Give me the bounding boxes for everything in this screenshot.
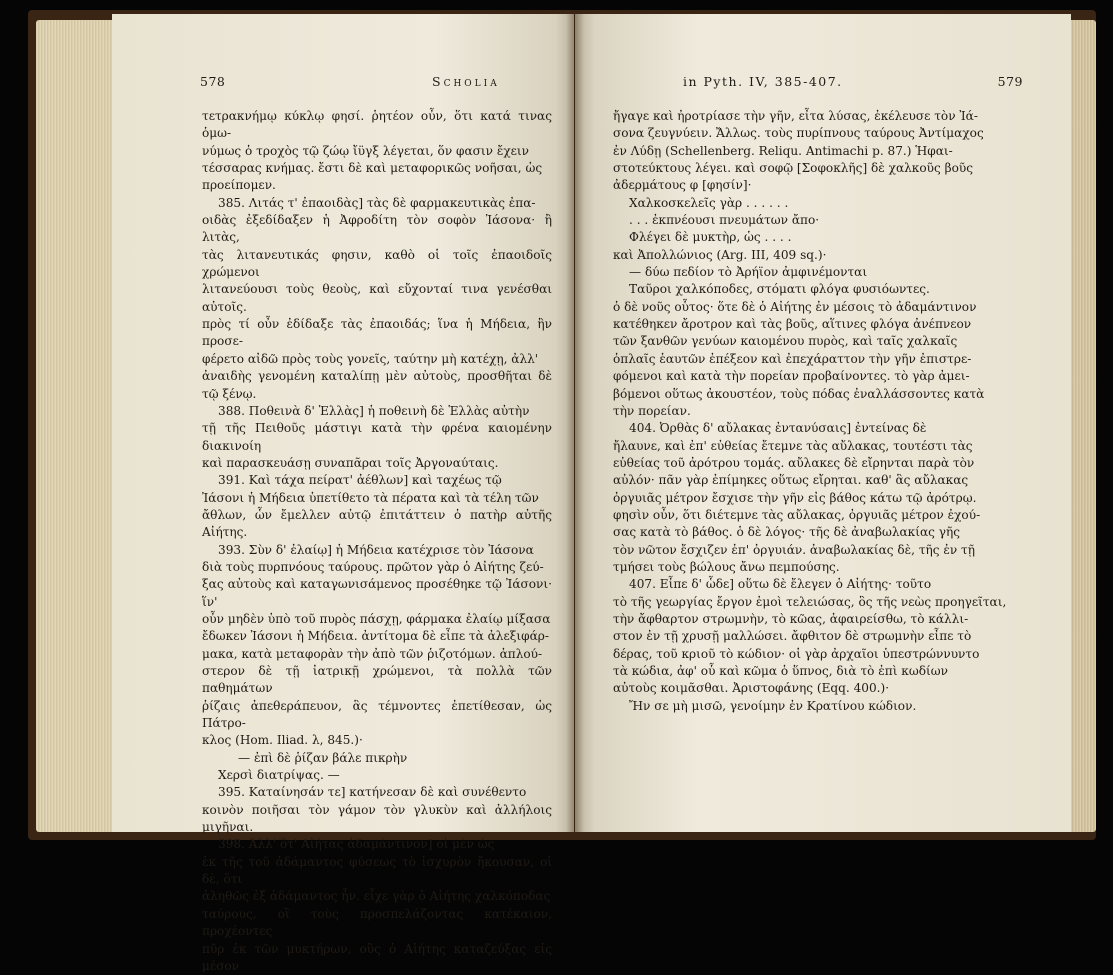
text-line: λιτανεύουσι τοὺς θεοὺς, καὶ εὔχονταί τινα γενέσθαι αὐτοῖς.	[202, 281, 552, 316]
text-line: — δύω πεδίον τὸ Ἀρήϊον ἀμφινέμονται	[613, 264, 1023, 281]
left-page	[112, 14, 574, 832]
text-line: ἐν Λύδῃ (Schellenberg. Reliqu. Antimachi p. 87.) Ἡφαι-	[613, 143, 1023, 160]
text-line: καὶ Ἀπολλώνιος (Arg. III, 409 sq.)·	[613, 247, 1023, 264]
text-line: ὁπλαῖς ἑαυτῶν ἐπέξεον καὶ ἐπεχάραττον τὴν γῆν ἐπιστρε-	[613, 351, 1023, 368]
text-line: νύμως ὁ τροχὸς τῷ ζώῳ ἴϋγξ λέγεται, ὅν φασιν ἔχειν	[202, 143, 552, 160]
text-line: σας κατὰ τὸ βάθος. ὁ δὲ λόγος· τῆς δὲ ἀναβωλακίας γῆς	[613, 524, 1023, 541]
text-line: κλος (Hom. Iliad. λ, 845.)·	[202, 732, 552, 749]
text-line: προείπομεν.	[202, 177, 552, 194]
page-text	[202, 108, 552, 975]
text-line: κατέθηκεν ἄροτρον καὶ τὰς βοῦς, αἵτινες φλόγα ἀνέπνεον	[613, 316, 1023, 333]
text-line: τὴν πορείαν.	[613, 403, 1023, 420]
text-line: — ἐπὶ δὲ ῥίζαν βάλε πικρὴν	[202, 750, 552, 767]
page-edges-left	[36, 20, 118, 832]
text-line: ὀργυιᾶς μέτρον ἔσχισε τὴν γῆν εἰς βάθος κάτω τῷ ἀρότρῳ.	[613, 490, 1023, 507]
text-line: τετρακνήμῳ κύκλῳ φησί. ῥητέον οὖν, ὅτι κατά τινας ὁμω-	[202, 108, 552, 143]
text-line: αὐτοὺς κοιμᾶσθαι. Ἀριστοφάνης (Eqq. 400.)·	[613, 680, 1023, 697]
text-line: Φλέγει δὲ μυκτὴρ, ὡς . . . .	[613, 229, 1023, 246]
text-line: οιδὰς ἐξεδίδαξεν ἡ Ἀφροδίτη τὸν σοφὸν Ἰάσονα· ἢ λιτὰς,	[202, 212, 552, 247]
text-line: βόμενοι οὕτως ἀκουστέον, τοὺς πόδας ἐναλλάσσοντες κατὰ	[613, 386, 1023, 403]
text-line: αὐλόν· πᾶν γὰρ ἐπίμηκες οὕτως εἴρηται. καθ' ἃς αὔλακας	[613, 472, 1023, 489]
text-line: Ἤν σε μὴ μισῶ, γενοίμην ἐν Κρατίνου κώδιον.	[613, 698, 1023, 715]
text-line: φέρετο αἰδῶ πρὸς τοὺς γονεῖς, ταύτην μὴ κατέχῃ, ἀλλ'	[202, 351, 552, 368]
text-line: Χαλκοσκελεῖς γὰρ . . . . . .	[613, 195, 1023, 212]
text-line: ταύρους, οἳ τοὺς προσπελάζοντας κατέκαιον, προχέοντες	[202, 906, 552, 941]
book-gutter	[566, 14, 584, 832]
text-line: 407. Εἶπε δ' ὧδε] οὕτω δὲ ἔλεγεν ὁ Αἰήτης· τοῦτο	[613, 576, 1023, 593]
text-line: Ταῦροι χαλκόποδες, στόματι φλόγα φυσιόωντες.	[613, 281, 1023, 298]
text-line: 393. Σὺν δ' ἐλαίῳ] ἡ Μήδεια κατέχρισε τὸν Ἰάσονα	[202, 542, 552, 559]
text-line: . . . ἐκπνέουσι πνευμάτων ἄπο·	[613, 212, 1023, 229]
text-line: στον ἐν τῇ χρυσῇ μαλλώσει. ἄφθιτον δὲ στρωμνὴν εἶπε τὸ	[613, 628, 1023, 645]
text-line: ἄθλων, ὧν ἔμελλεν αὐτῷ ἐπιτάττειν ὁ πατὴρ αὐτῆς Αἰήτης.	[202, 507, 552, 542]
text-line: στερον δὲ τῇ ἰατρικῇ χρώμενοι, τὰ πολλὰ τῶν παθημάτων	[202, 663, 552, 698]
text-line: ὁ δὲ νοῦς οὗτος· ὅτε δὲ ὁ Αἰήτης ἐν μέσοις τὸ ἀδαμάντινον	[613, 299, 1023, 316]
text-line: εὐθείας τοῦ ἀρότρου τομάς. αὔλακες δὲ εἴρηνται παρὰ τὸν	[613, 455, 1023, 472]
text-line: διὰ τοὺς πυρπνόους ταύρους. πρῶτον γὰρ ὁ Αἰήτης ζεύ-	[202, 559, 552, 576]
text-line: ῥίζαις ἀπεθεράπευον, ἃς τέμνοντες ἐπετίθεσαν, ὡς Πάτρο-	[202, 698, 552, 733]
running-head: Scholia	[432, 74, 500, 89]
text-line: Χερσὶ διατρίψας. —	[202, 767, 552, 784]
text-line: 398. Ἀλλ' ὅτ' Αἰήτας ἀδαμάντινον] οἱ μὲν ὡς	[202, 836, 552, 853]
text-line: τῶν ξανθῶν γενύων καιομένου πυρὸς, καὶ ταῖς χαλκαῖς	[613, 333, 1023, 350]
text-line: τμήσει τοὺς βώλους ἄνω πεμπούσης.	[613, 559, 1023, 576]
text-line: τὴν ἄφθαρτον στρωμνὴν, τὸ κῶας, ἀφαιρείσθω, τὸ κάλλι-	[613, 611, 1023, 628]
text-line: τῇ τῆς Πειθοῦς μάστιγι κατὰ τὴν φρένα καιομένην διακινοίη	[202, 420, 552, 455]
page-edges-right	[1070, 20, 1096, 832]
text-line: δέρας, τοῦ κριοῦ τὸ κώδιον· οἱ γὰρ ἀρχαῖοι ὑπεστρώννυντο	[613, 646, 1023, 663]
text-line: σονα ζευγνύειν. Ἄλλως. τοὺς πυρίπνους ταύρους Ἀντίμαχος	[613, 125, 1023, 142]
text-line: καὶ παρασκευάσῃ συναπᾶραι τοῖς Ἀργοναύταις.	[202, 455, 552, 472]
text-line: φόμενοι καὶ κατὰ τὴν πορείαν προβαίνοντες. τὸ γὰρ ἀμει-	[613, 368, 1023, 385]
page-text	[613, 108, 1023, 715]
text-line: ἔδωκεν Ἰάσονι ἡ Μήδεια. ἀντίτομα δὲ εἶπε τὰ ἀλεξιφάρ-	[202, 628, 552, 645]
text-line: τὸν νῶτον ἔσχιζεν ἐπ' ὀργυιάν. ἀναβωλακίας δὲ, τῆς ἐν τῇ	[613, 542, 1023, 559]
text-line: ἤλαυνε, καὶ ἐπ' εὐθείας ἔτεμνε τὰς αὔλακας, τουτέστι τὰς	[613, 438, 1023, 455]
text-line: φησὶν οὖν, ὅτι διέτεμνε τὰς αὔλακας, ὀργυιᾶς μέτρον ἐχού-	[613, 507, 1023, 524]
text-line: ἐκ τῆς τοῦ ἀδάμαντος φύσεως τὸ ἰσχυρὸν ἤκουσαν, οἱ δὲ, ὅτι	[202, 854, 552, 889]
text-line: στοτεύκτους λέγει. καὶ σοφῷ [Σοφοκλῆς] δὲ χαλκοῦς βοῦς	[613, 160, 1023, 177]
text-line: ἀληθῶς ἐξ ἀδάμαντος ἦν. εἶχε γὰρ ὁ Αἰήτης χαλκόποδας	[202, 888, 552, 905]
page-number: 579	[998, 74, 1023, 89]
text-line: οὖν μηδὲν ὑπὸ τοῦ πυρὸς πάσχῃ, φάρμακα ἐλαίῳ μίξασα	[202, 611, 552, 628]
page-number: 578	[200, 74, 225, 89]
text-line: τέσσαρας κνήμας. ἔστι δὲ καὶ μεταφορικῶς νοῆσαι, ὡς	[202, 160, 552, 177]
text-line: 395. Καταίνησάν τε] κατήνεσαν δὲ καὶ συνέθεντο	[202, 784, 552, 801]
text-line: ἀναιδὴς γενομένη καταλίπῃ μὲν αὐτοὺς, προσθῆται δὲ τῷ ξένῳ.	[202, 368, 552, 403]
text-line: Ἰάσονι ἡ Μήδεια ὑπετίθετο τὰ πέρατα καὶ τὰ τέλη τῶν	[202, 490, 552, 507]
text-line: τὸ τῆς γεωργίας ἔργον ἐμοὶ τελειώσας, ὃς τῆς νεὼς προηγεῖται,	[613, 594, 1023, 611]
text-line: τὰς λιτανευτικάς φησιν, καθὸ οἱ τοῖς ἐπαοιδοῖς χρώμενοι	[202, 247, 552, 282]
text-line: 391. Καὶ τάχα πείρατ' ἀέθλων] καὶ ταχέως τῷ	[202, 472, 552, 489]
text-line: 385. Λιτάς τ' ἐπαοιδὰς] τὰς δὲ φαρμακευτικὰς ἐπα-	[202, 195, 552, 212]
running-head: in Pyth. IV, 385-407.	[683, 74, 843, 89]
text-line: ἤγαγε καὶ ἠροτρίασε τὴν γῆν, εἶτα λύσας, ἐκέλευσε τὸν Ἰά-	[613, 108, 1023, 125]
text-line: ξας αὐτοὺς καὶ καταγωνισάμενος προσέθηκε τῷ Ἰάσονι· ἵν'	[202, 576, 552, 611]
text-line: ἀδερμάτους φ [φησίν]·	[613, 177, 1023, 194]
text-line: κοινὸν ποιῆσαι τὸν γάμον τὸν γλυκὺν καὶ ἀλλήλοις μιγῆναι.	[202, 802, 552, 837]
text-line: τὰ κώδια, ἀφ' οὗ καὶ κῶμα ὁ ὕπνος, διὰ τὸ ἐπὶ κωδίων	[613, 663, 1023, 680]
text-line: μακα, κατὰ μεταφορὰν τὴν ἀπὸ τῶν ῥιζοτόμων. ἀπλού-	[202, 646, 552, 663]
text-line: 388. Ποθεινὰ δ' Ἑλλὰς] ἡ ποθεινὴ δὲ Ἑλλὰς αὐτὴν	[202, 403, 552, 420]
text-line: πρὸς τί οὖν ἐδίδαξε τὰς ἐπαοιδάς; ἵνα ἡ Μήδεια, ἣν προσε-	[202, 316, 552, 351]
text-line: 404. Ὀρθὰς δ' αὔλακας ἐντανύσαις] ἐντείνας δὲ	[613, 420, 1023, 437]
text-line: πῦρ ἐκ τῶν μυκτήρων, οὓς ὁ Αἰήτης καταζεύξας εἰς μέσον	[202, 941, 552, 975]
right-page	[575, 14, 1071, 832]
